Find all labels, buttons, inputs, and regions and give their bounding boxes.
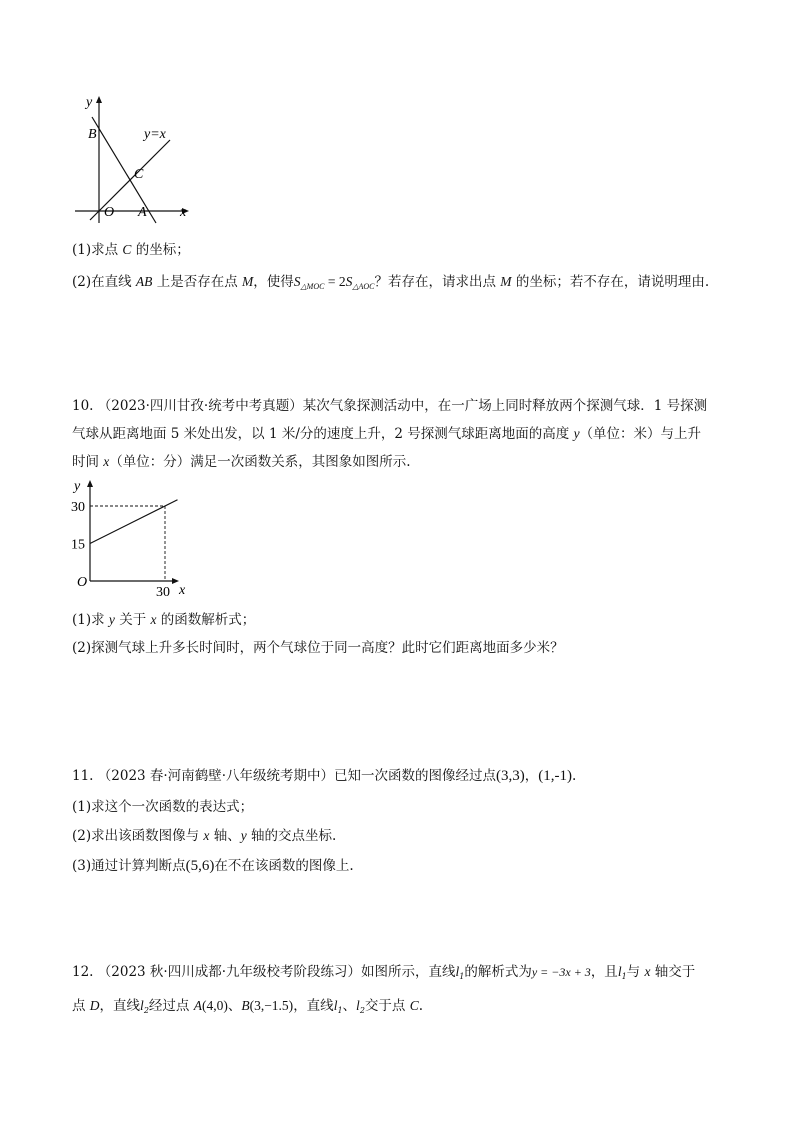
q12-b-point: (3,−1.5): [249, 998, 294, 1013]
q10-part1-y: y: [108, 612, 115, 627]
q12-c: C: [409, 998, 419, 1013]
line-y-equals-x: [90, 140, 170, 220]
q11-part3-text-b: 在不在该函数的图像上.: [214, 858, 354, 874]
q9-eq: = 2: [324, 274, 346, 289]
q11-point2: (1,-1): [538, 768, 572, 784]
q11-part2-y: y: [240, 828, 247, 843]
q10-part1-text-c: 的函数解析式；: [156, 612, 256, 628]
q10-part2: (2)探测气球上升多长时间时，两个气球位于同一高度？此时它们距离地面多少米？: [72, 640, 564, 656]
q12-line2-text-e: ，直线: [293, 998, 334, 1014]
q12-line2-text-d: 、: [227, 998, 242, 1014]
q12-l1-sub: 1: [459, 972, 465, 981]
q12-l2-b: l: [356, 998, 360, 1013]
q11-part2: [72, 826, 336, 846]
point-c-label: C: [134, 167, 144, 182]
q9-sub1: △MOC: [300, 282, 325, 291]
q11-part3: [72, 856, 354, 876]
q12-l1-sub-c: 1: [337, 1006, 343, 1015]
q12-line1-text-a: 12. （2023 秋·四川成都·九年级校考阶段练习）如图所示，直线: [72, 964, 456, 980]
q9-part1-text-b: 的坐标；: [131, 242, 190, 258]
q10-line3-x: x: [103, 454, 110, 469]
q9-part2-m2: M: [500, 274, 512, 289]
q12-end: .: [418, 998, 424, 1014]
y-axis-label: y: [86, 95, 93, 110]
q9-figure: [70, 90, 200, 225]
q10-line3-text-b: （单位：分）满足一次函数关系，其图象如图所示.: [109, 454, 411, 470]
q9-part2-ab: AB: [135, 274, 153, 289]
q12-a-point: (4,0): [201, 998, 228, 1013]
x-axis-arrow-icon: [172, 578, 179, 584]
y-tick-30: 30: [71, 500, 85, 515]
x-axis-label: x: [180, 205, 187, 220]
q10-part1: [72, 610, 255, 630]
q10-line2-text-a: 气球从距离地面 5 米处出发，以 1 米/分的速度上升，2 号探测气球距离地面的高度: [72, 426, 574, 442]
x-axis-label: x: [179, 583, 186, 598]
q12-line2-text-f: 、: [342, 998, 357, 1014]
y-axis-label: y: [74, 479, 81, 494]
q12-d: D: [89, 998, 100, 1013]
q10-chart: [70, 476, 200, 601]
q9-part1: [72, 240, 190, 260]
q11-part2-text-c: 轴的交点坐标.: [246, 828, 337, 844]
q12-line2-text-c: 经过点: [148, 998, 194, 1014]
q9-part1-var: C: [122, 242, 132, 257]
q10-part1-text-a: (1)求: [72, 612, 109, 628]
q11-stem: [72, 766, 576, 786]
q11-part2-x: x: [203, 828, 210, 843]
q11-sep: ，: [524, 768, 539, 784]
q12-line2-text-g: 交于点: [364, 998, 410, 1014]
q10-line3-text-a: 时间: [72, 454, 104, 470]
q11-part3-text-a: (3)通过计算判断点: [72, 858, 186, 874]
y-axis-arrow-icon: [87, 480, 93, 487]
q10-stem-line2: [72, 424, 701, 444]
q12-l2-sub: 2: [143, 1006, 149, 1015]
q12-l1-sub-b: 1: [621, 972, 627, 981]
line-label: y=x: [144, 127, 166, 142]
q12-b: B: [241, 998, 250, 1013]
q11-part2-text-b: 轴、: [209, 828, 241, 844]
q11-stem-text: 11. （2023 春·河南鹤壁·八年级统考期中）已知一次函数的图像经过点: [72, 768, 496, 784]
q9-s1: S: [293, 274, 301, 289]
q11-point1: (3,3): [496, 768, 525, 784]
q11-part3-point: (5,6): [185, 858, 215, 874]
q12-line1-text-e: 轴交于: [650, 964, 696, 980]
q10-part1-text-b: 关于: [114, 612, 151, 628]
q11-part1: (1)求这个一次函数的表达式；: [72, 799, 254, 815]
q12-a: A: [193, 998, 202, 1013]
q11-end: .: [572, 768, 577, 784]
q9-area-equation: [294, 274, 375, 289]
q12-line1-text-c: ，且: [590, 964, 618, 980]
q10-stem-line3: [72, 452, 411, 472]
q12-line1-text-b: 的解析式为: [464, 964, 532, 980]
q10-line2-text-b: （单位：米）与上升: [579, 426, 702, 442]
q9-part1-text-a: (1)求点: [72, 242, 123, 258]
q12-l1-b: l: [617, 964, 622, 979]
q9-part2-text-a: (2)在直线: [72, 274, 136, 290]
point-b-label: B: [88, 127, 97, 142]
q11-part2-text-a: (2)求出该函数图像与: [72, 828, 204, 844]
q9-part2-m: M: [242, 274, 254, 289]
q12-line1-text-d: 与: [626, 964, 645, 980]
q12-x: x: [644, 964, 651, 979]
point-a-label: A: [138, 205, 147, 220]
series-line: [90, 500, 178, 544]
q12-l2-sub-b: 2: [359, 1006, 365, 1015]
q9-sub2: △AOC: [352, 282, 375, 291]
q12-l1-c: l: [333, 998, 338, 1013]
q10-part1-x: x: [150, 612, 157, 627]
q9-part2: [72, 272, 709, 297]
q12-stem-line2: [72, 996, 423, 1021]
q9-part2-text-c: ，使得: [253, 274, 294, 290]
q12-line2-text-a: 点: [72, 998, 90, 1014]
q9-part2-text-e: 的坐标；若不存在，请说明理由.: [511, 274, 710, 290]
x-tick-30: 30: [156, 585, 170, 600]
q12-l2: l: [140, 998, 144, 1013]
q10-line2-y: y: [573, 426, 580, 441]
q12-l1: l: [455, 964, 460, 979]
q9-part2-text-b: 上是否存在点: [152, 274, 243, 290]
y-tick-15: 15: [71, 537, 85, 553]
q12-stem-line1: [72, 962, 695, 987]
q9-part2-text-d: ？若存在，请求出点: [374, 274, 501, 290]
q12-line2-text-b: ，直线: [99, 998, 141, 1014]
q9-s2: S: [345, 274, 353, 289]
y-axis-arrow-icon: [96, 96, 102, 103]
origin-label: O: [77, 575, 88, 590]
q12-equation: y = −3x + 3: [531, 965, 591, 979]
q10-stem-line1: 10. （2023·四川甘孜·统考中考真题）某次气象探测活动中，在一广场上同时释放两个探测气球．1 号探测: [72, 398, 708, 414]
origin-label: O: [104, 205, 115, 220]
